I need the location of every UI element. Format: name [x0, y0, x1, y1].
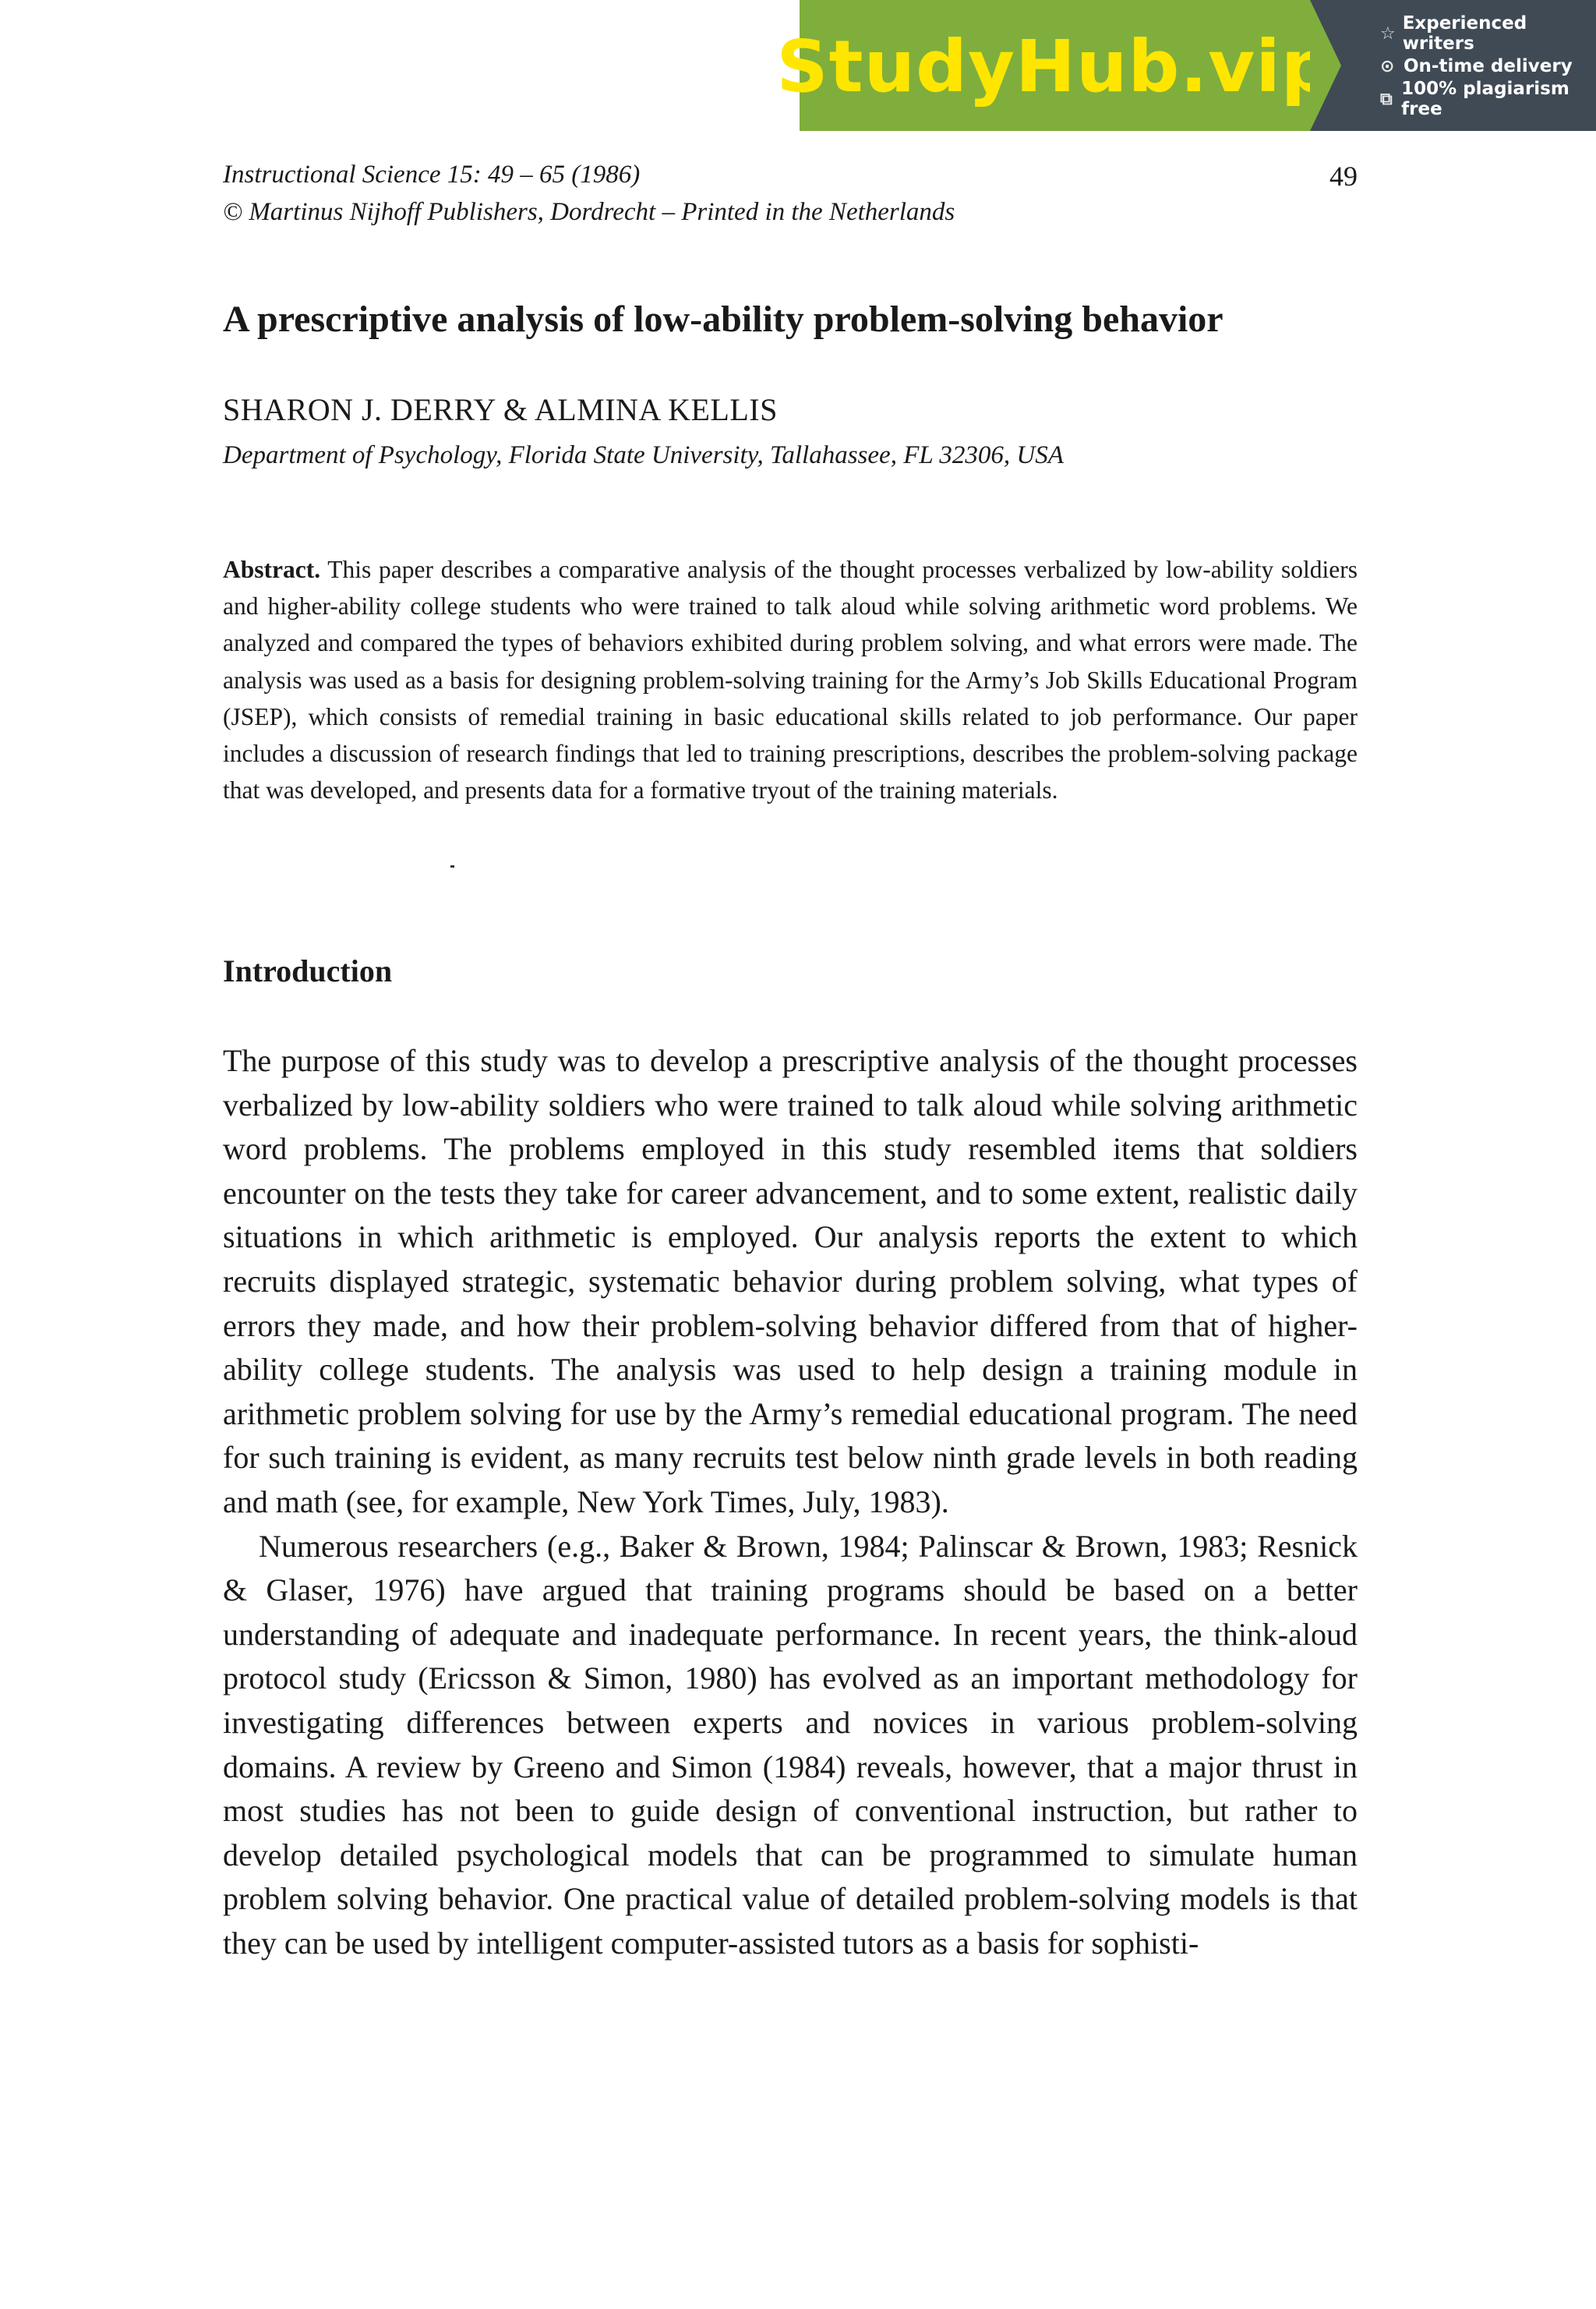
journal-citation: Instructional Science 15: 49 – 65 (1986) — [223, 161, 641, 189]
abstract-text: This paper describes a comparative analysis of the thought processes verbalized by low-ability soldiers and higher-ability college students who were trained to talk aloud while solving arithmetic word problems. We analyzed and compared the types of behaviors exhibited during problem solving, and what errors were made. The analysis was used as a basis for designing problem-solving training for the Army’s Job Skills Educational Program (JSEP), which consists of remedial training in basic educational skills related to job performance. Our paper includes a discussion of research findings that led to training prescriptions, describes the problem-solving package that was developed, and presents data for a formative tryout of the training materials. — [223, 556, 1358, 804]
intro-paragraph-2: Numerous researchers (e.g., Baker & Brown, 1984; Palinscar & Brown, 1983; Resnick & Glaser, 1976) have argued that training programs should be based on a better understanding of adequate and inadequate performance. In recent years, the think-aloud protocol study (Ericsson & Simon, 1980) has evolved as an important methodology for investigating differences between experts and novices in various problem-solving domains. A review by Greeno and Simon (1984) reveals, however, that a major thrust in most studies has not been to guide design of conventional instruction, but rather to develop detailed psychological models that can be programmed to simulate human problem solving behavior. One practical value of detailed problem-solving models is that they can be used by intelligent computer-assisted tutors as a basis for sophisti- — [223, 1528, 1358, 1961]
feature-label: Experienced writers — [1402, 13, 1527, 54]
page-number: 49 — [1329, 161, 1358, 192]
studyhub-banner[interactable] — [776, 0, 1596, 131]
feature-experienced-writers — [1380, 13, 1596, 54]
clock-icon: ⊙ — [1380, 56, 1395, 76]
publisher-line: © Martinus Nijhoff Publishers, Dordrecht – Printed in the Netherlands — [223, 198, 955, 226]
studyhub-logo-text: StudyHub.vip — [776, 25, 1333, 108]
feature-plagiarism-free — [1380, 79, 1596, 119]
author-affiliation: Department of Psychology, Florida State University, Tallahassee, FL 32306, USA — [223, 441, 1064, 469]
article-authors: SHARON J. DERRY & ALMINA KELLIS — [223, 392, 778, 427]
abstract — [223, 551, 1358, 808]
banner-features — [1310, 0, 1596, 131]
feature-label: On-time delivery — [1404, 56, 1573, 76]
feature-label: 100% plagiarism free — [1401, 79, 1570, 119]
studyhub-logo[interactable] — [776, 0, 1333, 131]
introduction-heading: Introduction — [223, 953, 393, 988]
feature-on-time-delivery — [1380, 50, 1596, 83]
intro-paragraph-1: The purpose of this study was to develop a prescriptive analysis of the thought processes verbalized by low-ability soldiers who were trained to talk aloud while solving arithmetic word problems. The problems employed in this study resembled items that soldiers encounter on the tests they take for career advancement, and to some extent, realistic daily situations in which arithmetic is employed. Our analysis reports the extent to which recruits displayed strategic, systematic behavior during problem solving, what types of errors they made, and how their problem-solving behavior differed from that of higher-ability college students. The analysis was used to help design a training module in arithmetic problem solving for use by the Army’s remedial educational program. The need for such training is evident, as many recruits test below ninth grade levels in both reading and math (see, for example, New York Times, July, 1983). — [223, 1043, 1358, 1519]
introduction-body — [223, 1039, 1358, 1965]
abstract-label: Abstract. — [223, 556, 321, 583]
star-outline-icon: ☆ — [1380, 23, 1396, 44]
copy-icon: ⧉ — [1380, 89, 1393, 109]
scan-mark — [450, 865, 454, 868]
article-title: A prescriptive analysis of low-ability problem-solving behavior — [223, 299, 1223, 340]
